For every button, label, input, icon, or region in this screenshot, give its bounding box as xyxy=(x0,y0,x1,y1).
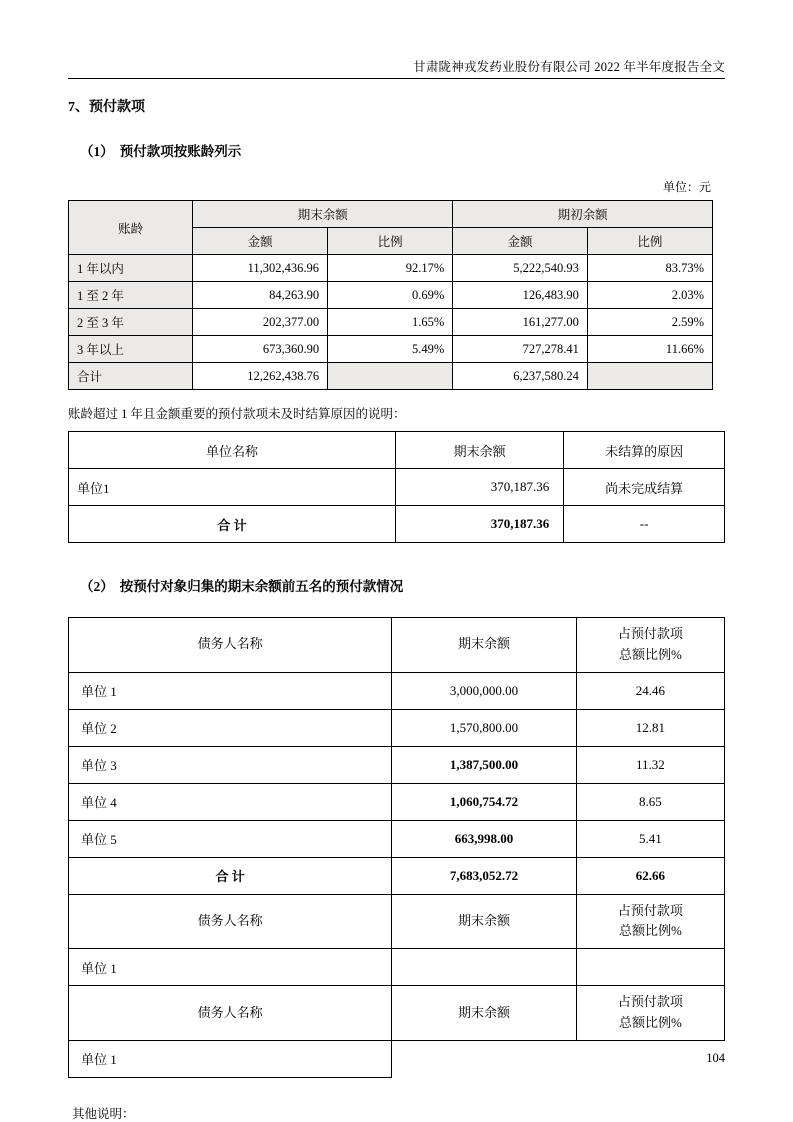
subsection-2-number: （2） xyxy=(80,579,114,594)
unit-name: 单位1 xyxy=(69,469,396,506)
col-pct-line1: 占预付款项 xyxy=(617,626,683,641)
col-pct-line2: 总额比例% xyxy=(618,923,682,939)
debtor-name: 单位 1 xyxy=(69,949,392,986)
aging-label: 3 年以上 xyxy=(69,336,193,363)
aging-end-amount: 202,377.00 xyxy=(193,309,328,336)
col-end-balance: 期末余额 xyxy=(193,201,453,228)
subsection-2-title xyxy=(68,575,725,595)
page-number: 104 xyxy=(706,1051,725,1065)
col-pct-line2: 总额比例% xyxy=(618,646,682,662)
subsection-1-title xyxy=(68,140,725,160)
col-reason: 未结算的原因 xyxy=(564,432,725,469)
col-begin-amount: 金额 xyxy=(453,228,588,255)
other-note: 其他说明： xyxy=(72,1106,135,1121)
aging-end-amount: 673,360.90 xyxy=(193,336,328,363)
table-total-row xyxy=(69,857,725,894)
aging-begin-ratio: 2.59% xyxy=(587,309,712,336)
subsection-2-label: 按预付对象归集的期末余额前五名的预付款情况 xyxy=(119,579,404,594)
debtor-pct xyxy=(576,1040,724,1077)
table-total-row xyxy=(69,506,725,543)
debtor-pct: 11.32 xyxy=(576,746,724,783)
aging-begin-ratio: 83.73% xyxy=(587,255,712,282)
table-row xyxy=(69,309,713,336)
col-debtor-name: 债务人名称 xyxy=(69,894,392,949)
debtor-name: 单位 4 xyxy=(69,783,392,820)
table-row xyxy=(69,282,713,309)
table-row xyxy=(69,820,725,857)
debtor-end-amount: 663,998.00 xyxy=(392,820,576,857)
col-debtor-name: 债务人名称 xyxy=(69,618,392,673)
aging-total-begin-amount: 6,237,580.24 xyxy=(453,363,588,390)
top5-total-pct: 62.66 xyxy=(576,857,724,894)
debtor-end-amount: 3,000,000.00 xyxy=(392,672,576,709)
col-end-amount: 金额 xyxy=(193,228,328,255)
aging-begin-ratio: 11.66% xyxy=(587,336,712,363)
table-total-row xyxy=(69,363,713,390)
aging-end-amount: 11,302,436.96 xyxy=(193,255,328,282)
table-row xyxy=(69,255,713,282)
reason-total-reason: -- xyxy=(564,506,725,543)
col-pct-of-total xyxy=(576,618,724,673)
debtor-pct: 12.81 xyxy=(576,709,724,746)
aging-end-amount: 84,263.90 xyxy=(193,282,328,309)
debtor-pct: 24.46 xyxy=(576,672,724,709)
aging-total-end-ratio xyxy=(328,363,453,390)
table-row xyxy=(69,949,725,986)
unit-end-amount: 370,187.36 xyxy=(395,469,563,506)
col-end-balance: 期末余额 xyxy=(392,986,576,1041)
table-header-row xyxy=(69,432,725,469)
aging-end-ratio: 0.69% xyxy=(328,282,453,309)
col-pct-line1: 占预付款项 xyxy=(617,902,683,918)
col-pct-of-total xyxy=(576,986,724,1041)
col-pct-line1: 占预付款项 xyxy=(617,994,683,1010)
col-begin-ratio: 比例 xyxy=(587,228,712,255)
debtor-end-amount xyxy=(392,949,576,986)
table-row xyxy=(69,1040,725,1077)
aging-begin-amount: 5,222,540.93 xyxy=(453,255,588,282)
debtor-pct: 8.65 xyxy=(576,783,724,820)
top5-total-amount: 7,683,052.72 xyxy=(392,857,576,894)
aging-end-ratio: 1.65% xyxy=(328,309,453,336)
table-row xyxy=(69,709,725,746)
aging-total-begin-ratio xyxy=(587,363,712,390)
table-row xyxy=(69,783,725,820)
debtor-name: 单位 5 xyxy=(69,820,392,857)
col-aging: 账龄 xyxy=(69,201,193,255)
debtor-pct xyxy=(576,949,724,986)
debtor-name: 单位 3 xyxy=(69,746,392,783)
col-end-balance: 期末余额 xyxy=(392,618,576,673)
table-row xyxy=(69,469,725,506)
table-header-row xyxy=(69,894,725,949)
col-debtor-name: 债务人名称 xyxy=(69,986,392,1041)
page-content xyxy=(68,92,725,1122)
table-row xyxy=(69,336,713,363)
debtor-name: 单位 2 xyxy=(69,709,392,746)
aging-begin-amount: 126,483.90 xyxy=(453,282,588,309)
col-end-balance: 期末余额 xyxy=(395,432,563,469)
aging-end-ratio: 92.17% xyxy=(328,255,453,282)
reason-note: 账龄超过 1 年且金额重要的预付款项未及时结算原因的说明： xyxy=(68,407,406,421)
col-unit-name: 单位名称 xyxy=(69,432,396,469)
table-row xyxy=(69,672,725,709)
table-header-row xyxy=(69,986,725,1041)
debtor-end-amount: 1,570,800.00 xyxy=(392,709,576,746)
aging-label: 1 年以内 xyxy=(69,255,193,282)
aging-begin-amount: 727,278.41 xyxy=(453,336,588,363)
aging-label: 1 至 2 年 xyxy=(69,282,193,309)
debtor-name: 单位 1 xyxy=(69,672,392,709)
col-pct-of-total xyxy=(576,894,724,949)
aging-total-end-amount: 12,262,438.76 xyxy=(193,363,328,390)
header-divider xyxy=(68,78,725,79)
top5-prepayment-table xyxy=(68,617,725,1078)
reason-total-amount: 370,187.36 xyxy=(395,506,563,543)
debtor-pct: 5.41 xyxy=(576,820,724,857)
aging-table xyxy=(68,200,713,390)
subsection-1-number: （1） xyxy=(80,144,114,159)
debtor-end-amount xyxy=(392,1040,576,1077)
aging-total-label: 合计 xyxy=(69,363,193,390)
aging-end-ratio: 5.49% xyxy=(328,336,453,363)
unit-note-1: 单位：元 xyxy=(662,180,711,194)
debtor-end-amount: 1,060,754.72 xyxy=(392,783,576,820)
running-header: 甘肃陇神戎发药业股份有限公司 2022 年半年度报告全文 xyxy=(413,60,725,74)
unit-reason: 尚未完成结算 xyxy=(564,469,725,506)
table-row xyxy=(69,746,725,783)
aging-begin-amount: 161,277.00 xyxy=(453,309,588,336)
debtor-name: 单位 1 xyxy=(69,1040,392,1077)
top5-total-label: 合 计 xyxy=(69,857,392,894)
col-begin-balance: 期初余额 xyxy=(453,201,713,228)
debtor-end-amount: 1,387,500.00 xyxy=(392,746,576,783)
aging-label: 2 至 3 年 xyxy=(69,309,193,336)
section-title: 7、预付款项 xyxy=(68,100,145,115)
table-header-row xyxy=(69,618,725,673)
col-pct-line2: 总额比例% xyxy=(618,1014,682,1030)
unsettled-reason-table xyxy=(68,431,725,543)
col-end-ratio: 比例 xyxy=(328,228,453,255)
reason-total-label: 合 计 xyxy=(69,506,396,543)
subsection-1-label: 预付款项按账龄列示 xyxy=(119,144,242,159)
aging-begin-ratio: 2.03% xyxy=(587,282,712,309)
table-header-row xyxy=(69,201,713,228)
col-end-balance: 期末余额 xyxy=(392,894,576,949)
